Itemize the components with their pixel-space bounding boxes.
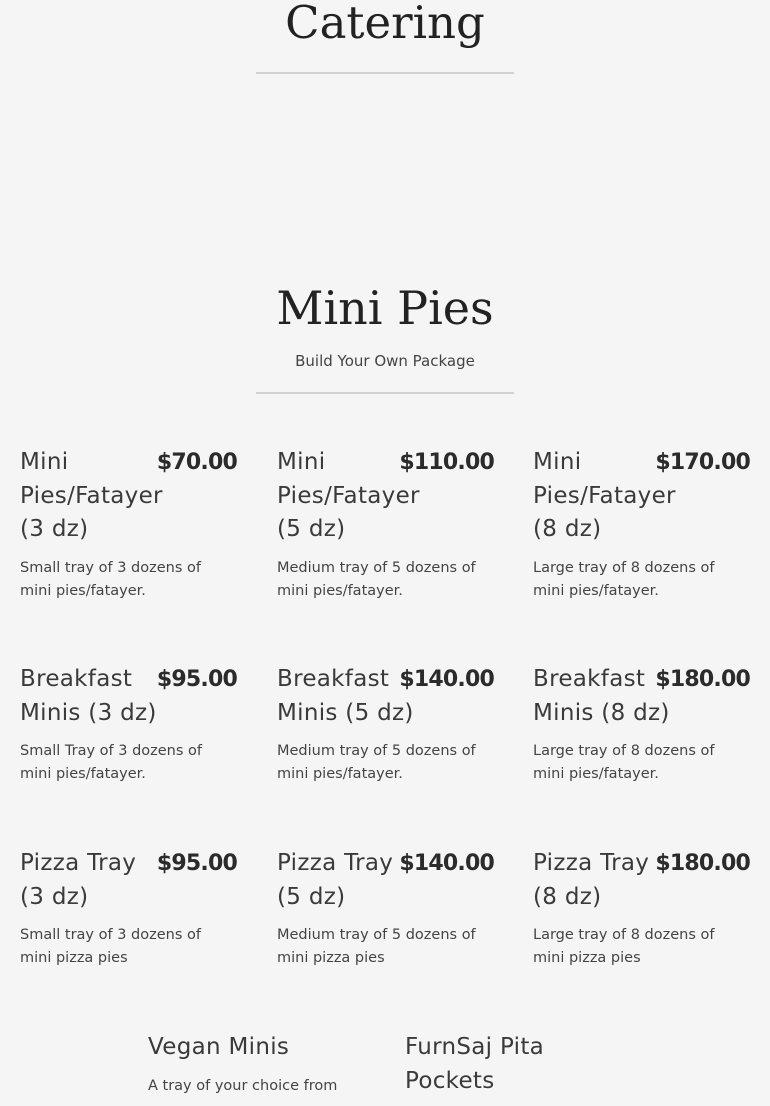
- menu-item-description: Small tray of 3 dozens of mini pies/fatayer.: [20, 559, 201, 599]
- menu-item-name: FurnSaj Pita Pockets: [405, 1034, 545, 1094]
- menu-item-description: Large tray of 8 dozens of mini pies/fatayer.: [533, 743, 715, 782]
- menu-item-description: Small tray of 3 dozens of mini pizza pies: [20, 927, 201, 966]
- catering-heading: Catering: [285, 0, 485, 49]
- menu-item[interactable]: [277, 847, 494, 970]
- menu-item-price: $140.00: [399, 851, 494, 876]
- menu-item-header: [277, 847, 494, 914]
- menu-item-price: $170.00: [655, 450, 750, 475]
- menu-item-price: $95.00: [156, 667, 237, 692]
- catering-divider: [256, 72, 514, 74]
- menu-item[interactable]: [277, 663, 494, 786]
- menu-item-name: Pizza Tray (8 dz): [533, 850, 650, 910]
- menu-item-name: Breakfast Minis (5 dz): [277, 666, 414, 726]
- menu-item-price: $110.00: [399, 450, 494, 475]
- menu-item[interactable]: [20, 663, 237, 786]
- menu-item-description: A tray of your choice from: [148, 1078, 338, 1094]
- menu-item-header: [533, 847, 750, 914]
- menu-item[interactable]: [148, 1031, 365, 1098]
- menu-item[interactable]: [277, 446, 494, 603]
- menu-item-description: Large tray of 8 dozens of mini pies/fatayer.: [533, 559, 715, 599]
- menu-item-name: Vegan Minis: [148, 1034, 290, 1060]
- menu-item[interactable]: [533, 446, 750, 603]
- menu-item-description: Small Tray of 3 dozens of mini pies/fatayer.: [20, 743, 203, 782]
- mini-pies-heading: Mini Pies: [276, 281, 494, 335]
- menu-item-description: Medium tray of 5 dozens of mini pies/fatayer.: [277, 559, 476, 599]
- menu-item-name: Mini Pies/Fatayer (3 dz): [20, 449, 163, 542]
- menu-item[interactable]: [20, 446, 237, 603]
- menu-item-header: [405, 1031, 622, 1098]
- menu-item-name: Pizza Tray (3 dz): [20, 850, 137, 910]
- menu-item-header: [277, 663, 494, 730]
- menu-item-header: [148, 1031, 365, 1065]
- menu-item-price: $95.00: [156, 851, 237, 876]
- menu-item[interactable]: [405, 1031, 622, 1106]
- menu-item-header: [277, 446, 494, 547]
- menu-item[interactable]: [533, 847, 750, 970]
- menu-item-header: [20, 663, 237, 730]
- menu-item-price: $180.00: [655, 667, 750, 692]
- menu-item-name: Mini Pies/Fatayer (8 dz): [533, 449, 676, 542]
- menu-item-price: $180.00: [655, 851, 750, 876]
- menu-item-name: Mini Pies/Fatayer (5 dz): [277, 449, 420, 542]
- menu-item-description: Large tray of 8 dozens of mini pizza pies: [533, 927, 715, 966]
- mini-pies-subtitle: Build Your Own Package: [295, 352, 475, 370]
- menu-item-header: [533, 663, 750, 730]
- menu-item-price: $70.00: [156, 450, 237, 475]
- menu-item-description: Medium tray of 5 dozens of mini pies/fatayer.: [277, 743, 476, 782]
- menu-item-name: Breakfast Minis (3 dz): [20, 666, 157, 726]
- mini-pies-divider: [256, 392, 514, 394]
- menu-item[interactable]: [533, 663, 750, 786]
- menu-item-name: Breakfast Minis (8 dz): [533, 666, 670, 726]
- menu-item-description: Medium tray of 5 dozens of mini pizza pies: [277, 927, 476, 966]
- menu-item-header: [20, 446, 237, 547]
- menu-item[interactable]: [20, 847, 237, 970]
- menu-item-header: [20, 847, 237, 914]
- menu-item-price: $140.00: [399, 667, 494, 692]
- menu-item-name: Pizza Tray (5 dz): [277, 850, 394, 910]
- menu-item-header: [533, 446, 750, 547]
